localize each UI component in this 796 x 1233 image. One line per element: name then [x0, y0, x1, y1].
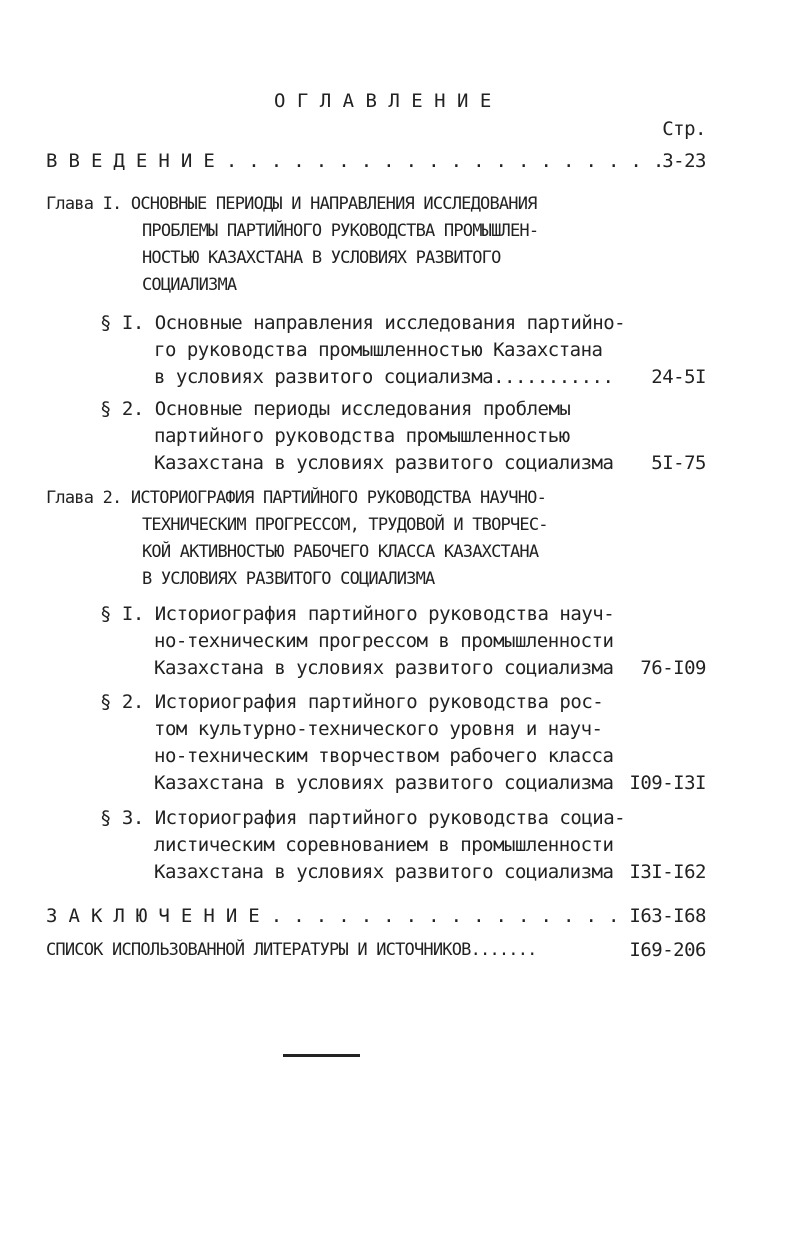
ch2-sec1-line: Казахстана в условиях развитого социализма [154, 657, 614, 679]
ch1-sec2-line: § 2. Основные периоды исследования проблемы [100, 398, 571, 420]
toc-conclusion: З А К Л Ю Ч Е Н И Е . . . . . . . . . . . . . . . . [46, 905, 620, 927]
ch2-sec2-line: том культурно-технического уровня и науч- [154, 718, 603, 740]
chapter2-heading-line: ТЕХНИЧЕСКИМ ПРОГРЕССОМ, ТРУДОВОЙ И ТВОРЧЕС- [142, 515, 548, 535]
toc-intro-pages: 3-23 [662, 150, 706, 172]
chapter1-heading-line: Глава I. ОСНОВНЫЕ ПЕРИОДЫ И НАПРАВЛЕНИЯ ИССЛЕДОВАНИЯ [46, 194, 537, 214]
chapter2-heading-line: В УСЛОВИЯХ РАЗВИТОГО СОЦИАЛИЗМА [142, 569, 435, 589]
ch1-sec2-line: партийного руководства промышленностью [154, 425, 570, 447]
ch1-sec1-line: в условиях развитого социализма........... [154, 366, 614, 388]
ch1-sec2-line: Казахстана в условиях развитого социализма [154, 452, 614, 474]
ch2-sec1-line: § I. Историография партийного руководства науч- [100, 603, 615, 625]
chapter1-heading-line: СОЦИАЛИЗМА [142, 275, 237, 295]
ch2-sec3-line: Казахстана в условиях развитого социализма [154, 861, 614, 883]
toc-bibliography-pages: I69-206 [629, 939, 706, 961]
ch2-sec3-line: § 3. Историография партийного руководства социа- [100, 807, 626, 829]
toc-bibliography: СПИСОК ИСПОЛЬЗОВАННОЙ ЛИТЕРАТУРЫ И ИСТОЧНИКОВ....... [46, 940, 537, 960]
ch2-sec1-line: но-техническим прогрессом в промышленности [154, 630, 614, 652]
ch1-sec1-line: го руководства промышленностью Казахстана [154, 339, 603, 361]
ch2-sec3-pages: I3I-I62 [629, 861, 706, 883]
toc-conclusion-pages: I63-I68 [629, 905, 706, 927]
chapter1-heading-line: ПРОБЛЕМЫ ПАРТИЙНОГО РУКОВОДСТВА ПРОМЫШЛЕН- [142, 221, 539, 241]
ch1-sec1-line: § I. Основные направления исследования партийно- [100, 312, 626, 334]
ch1-sec1-pages: 24-5I [651, 366, 706, 388]
ch2-sec2-line: но-техническим творчеством рабочего класса [154, 745, 614, 767]
ch2-sec2-line: Казахстана в условиях развитого социализма [154, 772, 614, 794]
page-column-header: Стр. [662, 118, 706, 140]
ch2-sec2-pages: I09-I3I [629, 772, 706, 794]
chapter2-heading-line: Глава 2. ИСТОРИОГРАФИЯ ПАРТИЙНОГО РУКОВОДСТВА НАУЧНО- [46, 488, 547, 508]
ch1-sec2-pages: 5I-75 [651, 452, 706, 474]
chapter2-heading-line: КОЙ АКТИВНОСТЬЮ РАБОЧЕГО КЛАССА КАЗАХСТАНА [142, 542, 539, 562]
ch2-sec1-pages: 76-I09 [640, 657, 706, 679]
ch2-sec2-line: § 2. Историография партийного руководства рос- [100, 691, 604, 713]
closing-rule [283, 1054, 360, 1057]
chapter1-heading-line: НОСТЬЮ КАЗАХСТАНА В УСЛОВИЯХ РАЗВИТОГО [142, 248, 501, 268]
toc-title: О Г Л А В Л Е Н И Е [274, 90, 492, 112]
toc-intro: В В Е Д Е Н И Е . . . . . . . . . . . . . . . . . . . . [46, 150, 665, 172]
ch2-sec3-line: листическим соревнованием в промышленности [154, 834, 614, 856]
